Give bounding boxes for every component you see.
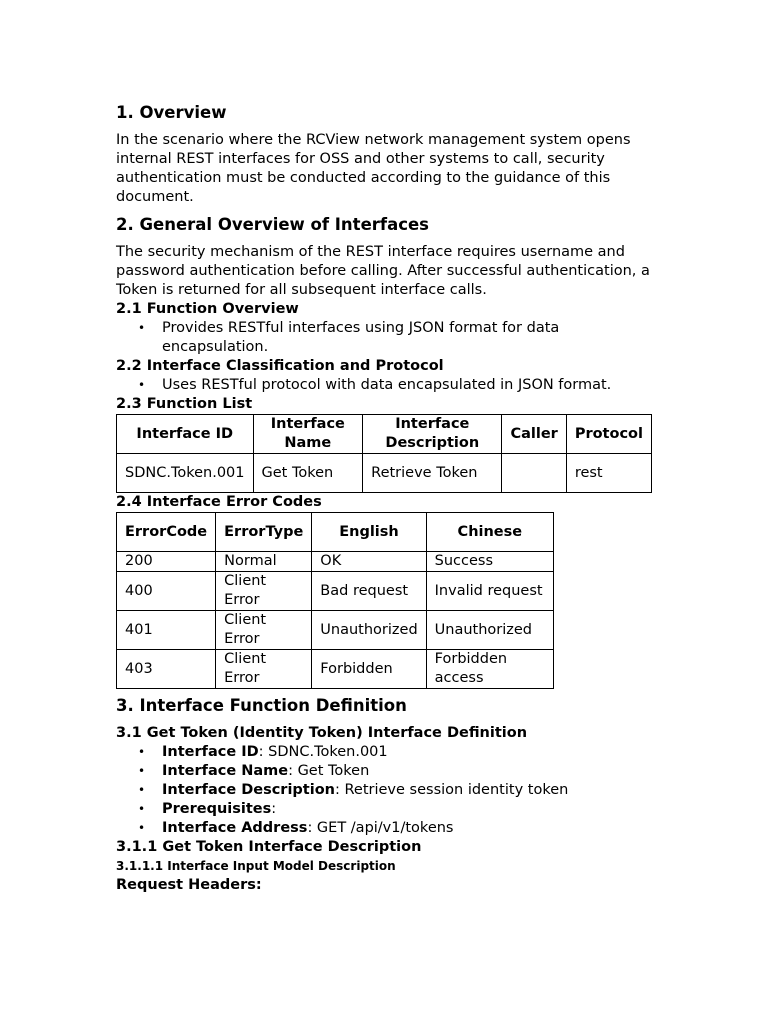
column-header: Interface Description	[363, 415, 502, 454]
column-header: Chinese	[426, 513, 553, 552]
bullet-icon: •	[138, 764, 146, 778]
table-cell: Client Error	[216, 611, 312, 650]
error-codes-table	[116, 512, 554, 689]
section-3-heading: 3. Interface Function Definition	[116, 696, 407, 715]
table-cell: OK	[312, 552, 426, 572]
request-headers-label: Request Headers:	[116, 877, 262, 893]
list-item	[116, 376, 656, 395]
bullet-icon: •	[138, 783, 146, 797]
item-label: Interface ID	[162, 744, 259, 760]
section-1-paragraph: In the scenario where the RCView network management system opens internal REST interfaces for OSS and other systems to call, security authentication must be conducted according to the guidance of this document.	[116, 132, 631, 205]
table-cell: Forbidden access	[426, 650, 553, 689]
column-header: Interface Name	[253, 415, 363, 454]
section-3-1-1-heading: 3.1.1 Get Token Interface Description	[116, 839, 422, 855]
table-cell: SDNC.Token.001	[117, 454, 254, 493]
section-3-1-list	[116, 743, 656, 838]
table-cell: Client Error	[216, 650, 312, 689]
list-item	[116, 762, 656, 781]
section-3-1-1-1-heading: 3.1.1.1 Interface Input Model Description	[116, 859, 396, 873]
table-cell: rest	[566, 454, 651, 493]
table-cell: Unauthorized	[426, 611, 553, 650]
section-3-1-heading: 3.1 Get Token (Identity Token) Interface Definition	[116, 725, 528, 741]
section-2-heading: 2. General Overview of Interfaces	[116, 215, 430, 234]
section-1-heading: 1. Overview	[116, 103, 227, 122]
document-page	[116, 102, 656, 895]
list-item-text: Provides RESTful interfaces using JSON format for data encapsulation.	[162, 320, 560, 355]
section-2-2-heading: 2.2 Interface Classification and Protocol	[116, 358, 444, 374]
bullet-icon: •	[138, 745, 146, 759]
table-cell: Forbidden	[312, 650, 426, 689]
table-header-row	[117, 415, 652, 454]
bullet-icon: •	[138, 378, 146, 392]
table-cell: 403	[117, 650, 216, 689]
table-cell: Get Token	[253, 454, 363, 493]
bullet-icon: •	[138, 802, 146, 816]
list-item	[116, 800, 656, 819]
list-item	[116, 781, 656, 800]
item-label: Interface Name	[162, 763, 289, 779]
function-list-table	[116, 414, 652, 493]
column-header: Caller	[502, 415, 566, 454]
table-cell: Client Error	[216, 572, 312, 611]
item-label: Interface Address	[162, 820, 308, 836]
table-row	[117, 552, 554, 572]
table-header-row	[117, 513, 554, 552]
table-cell: 401	[117, 611, 216, 650]
item-value: :	[271, 801, 277, 817]
item-value: : Retrieve session identity token	[335, 782, 569, 798]
table-cell: Normal	[216, 552, 312, 572]
item-value: : SDNC.Token.001	[258, 744, 388, 760]
section-2-1-list	[116, 319, 656, 357]
list-item-text: Uses RESTful protocol with data encapsulated in JSON format.	[162, 377, 612, 393]
section-2-3-heading: 2.3 Function List	[116, 396, 253, 412]
item-label: Prerequisites	[162, 801, 272, 817]
bullet-icon: •	[138, 321, 146, 335]
list-item	[116, 319, 656, 357]
table-cell	[502, 454, 566, 493]
table-cell: 200	[117, 552, 216, 572]
table-row	[117, 650, 554, 689]
table-cell: Unauthorized	[312, 611, 426, 650]
section-2-2-list	[116, 376, 656, 395]
item-value: : Get Token	[288, 763, 370, 779]
column-header: Interface ID	[117, 415, 254, 454]
bullet-icon: •	[138, 821, 146, 835]
column-header: ErrorCode	[117, 513, 216, 552]
section-2-4-heading: 2.4 Interface Error Codes	[116, 494, 322, 510]
column-header: ErrorType	[216, 513, 312, 552]
table-cell: 400	[117, 572, 216, 611]
table-cell: Bad request	[312, 572, 426, 611]
item-label: Interface Description	[162, 782, 335, 798]
section-2-1-heading: 2.1 Function Overview	[116, 301, 299, 317]
table-cell: Invalid request	[426, 572, 553, 611]
table-row	[117, 454, 652, 493]
table-cell: Success	[426, 552, 553, 572]
column-header: Protocol	[566, 415, 651, 454]
table-cell: Retrieve Token	[363, 454, 502, 493]
item-value: : GET /api/v1/tokens	[307, 820, 454, 836]
table-row	[117, 572, 554, 611]
column-header: English	[312, 513, 426, 552]
table-row	[117, 611, 554, 650]
section-2-paragraph: The security mechanism of the REST interface requires username and password authentication before calling. After successful authentication, a Token is returned for all subsequent interface calls.	[116, 244, 650, 298]
list-item	[116, 743, 656, 762]
list-item	[116, 819, 656, 838]
